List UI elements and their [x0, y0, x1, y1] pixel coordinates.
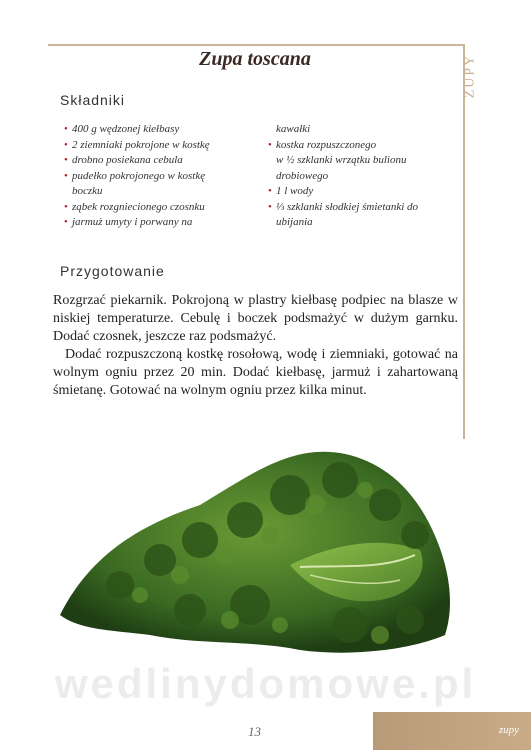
ingredients-column-right: [268, 122, 468, 231]
top-rule: [48, 44, 465, 46]
footer-tab-label: zupy: [498, 724, 519, 736]
ingredients-heading: Składniki: [60, 92, 126, 108]
ingredient-item: kawałki: [276, 123, 311, 135]
ingredients-column-left: [64, 122, 264, 231]
side-tab-label: ZUPY: [462, 53, 478, 99]
recipe-title: Zupa toscana: [199, 48, 311, 70]
method-paragraph: Dodać rozpuszczoną kostkę rosołową, wodę i ziemniaki, gotować na wolnym ogniu przez 20 min. Dodać kiełbasę, jarmuż i zahartowaną śmietanę. Gotować na wolnym ogniu przez kilka minut.: [53, 347, 458, 398]
ingredient-item: • kostka rozpuszczonego: [268, 138, 468, 154]
section-side-tab: [462, 44, 488, 114]
footer-section-tab: [373, 712, 531, 750]
ingredient-item: • 2 ziemniaki pokrojone w kostkę: [64, 138, 264, 154]
ingredient-item: • drobno posiekana cebula: [64, 153, 264, 169]
ingredient-item: • ⅓ szklanki słodkiej śmietanki do: [268, 200, 468, 216]
method-text: [53, 292, 458, 400]
ingredient-item: • pudełko pokrojonego w kostkę: [64, 169, 264, 185]
kale-photo: [50, 435, 470, 675]
ingredient-item: ubijania: [276, 216, 313, 228]
ingredient-item: drobiowego: [276, 169, 329, 182]
page-number: 13: [248, 724, 261, 739]
method-heading: Przygotowanie: [60, 263, 165, 279]
ingredient-item: • 400 g wędzonej kiełbasy: [64, 122, 264, 138]
watermark: wedlinydomowe.pl: [54, 660, 477, 707]
ingredient-item: • ząbek rozgniecionego czosnku: [64, 200, 264, 216]
method-paragraph: Rozgrzać piekarnik. Pokrojoną w plastry kiełbasę podpiec na blasze w niskiej temperaturze. Cebulę i boczek podsmażyć w dużym garnku. Dodać czosnek, jeszcze raz podsmażyć.: [53, 293, 458, 344]
ingredient-item: • jarmuż umyty i porwany na: [64, 215, 264, 231]
ingredient-item: w ½ szklanki wrzątku bulionu: [276, 154, 407, 166]
side-rule: [463, 44, 465, 439]
ingredient-item: • 1 l wody: [268, 184, 468, 200]
ingredient-item: boczku: [72, 185, 103, 197]
